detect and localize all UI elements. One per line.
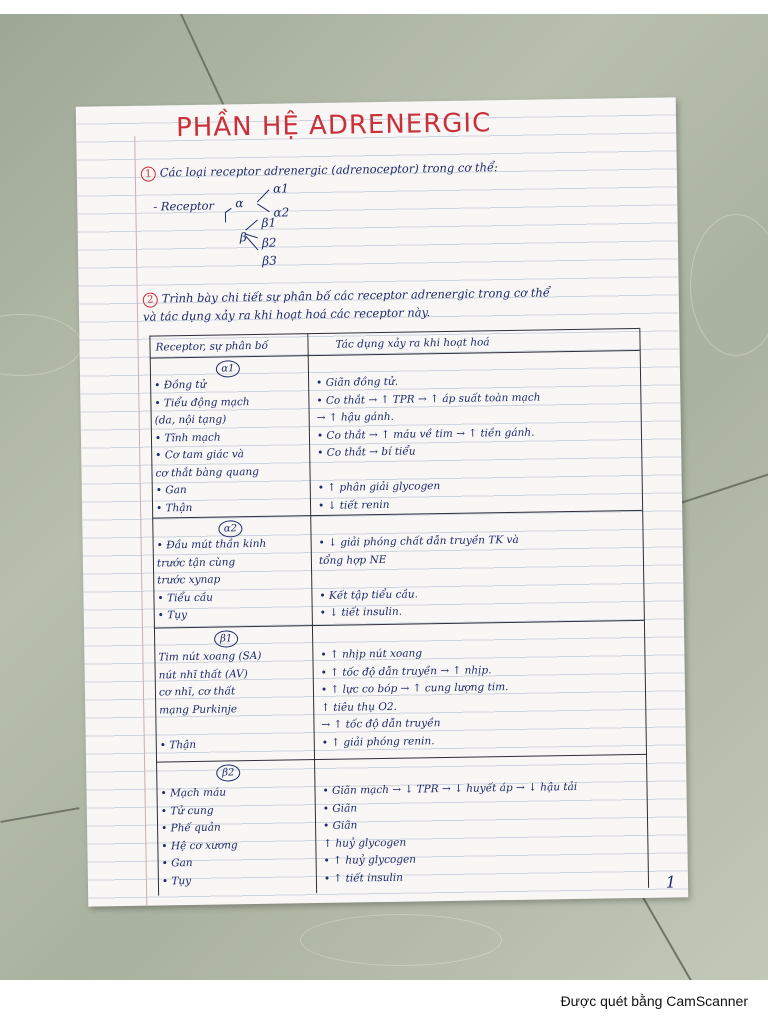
table-cell: • Co thắt → ↑ TPR → ↑ áp suất toàn mạch — [316, 390, 541, 407]
table-row-divider — [156, 754, 646, 763]
table-cell: • ↓ tiết renin — [317, 498, 390, 512]
camscanner-watermark: Được quét bằng CamScanner — [560, 993, 748, 1009]
table-cell: ↑ tiêu thụ O2. — [321, 700, 398, 714]
table-header-right: Tác dụng xảy ra khi hoạt hoá — [335, 336, 490, 351]
page-number: 1 — [665, 872, 677, 892]
marble-vein — [690, 214, 768, 356]
table-cell: • Giãn — [322, 819, 358, 832]
marble-vein — [300, 914, 502, 966]
table-cell: • Gan — [161, 857, 193, 870]
table-cell: • Thận — [155, 501, 193, 515]
table-cell: • ↑ lực co bóp → ↑ cung lượng tim. — [320, 681, 509, 696]
table-cell: ↑ huỷ glycogen — [323, 836, 407, 850]
table-cell: • Tiểu động mạch — [154, 395, 250, 410]
table-cell: • ↑ huỷ glycogen — [323, 853, 417, 867]
section1-number: 1 — [141, 167, 156, 182]
section1-heading — [141, 160, 498, 182]
floor-tile-seam — [180, 14, 228, 114]
table-cell: nút nhĩ thất (AV) — [158, 667, 248, 682]
table-cell: → ↑ hậu gánh. — [316, 410, 395, 425]
table-cell: • Thận — [159, 738, 197, 752]
table-cell: • Gan — [155, 484, 187, 497]
page-title: PHẦN HỆ ADRENERGIC — [175, 108, 492, 144]
alpha2-effects — [319, 532, 520, 623]
section2-heading-text: Trình bày chi tiết sự phân bố các receptor adrenergic trong cơ thể — [161, 285, 551, 306]
table-cell: • Tụy — [161, 874, 192, 888]
table-cell: • ↑ nhịp nút xoang — [320, 647, 423, 661]
table-cell: • ↑ tiết insulin — [323, 871, 404, 885]
table-header-left: Receptor, sự phân bố — [155, 339, 269, 354]
table-cell-spacer — [159, 718, 262, 737]
floor-tile-seam — [678, 473, 768, 504]
alpha-symbol: α — [235, 196, 244, 211]
table-column-divider — [307, 333, 317, 893]
beta2-distribution — [160, 784, 238, 890]
table-cell: • Giãn đồng tử. — [316, 375, 399, 390]
table-cell: → ↑ tốc độ dẫn truyền — [321, 717, 441, 731]
table-cell: cơ nhĩ, cơ thất — [158, 685, 236, 699]
table-cell: • Phế quản — [161, 821, 221, 835]
floor-tile-seam — [640, 894, 692, 981]
group-tag-alpha1: α1 — [216, 360, 240, 377]
table-cell: Tim nút xoang (SA) — [158, 649, 262, 664]
beta2-label: β2 — [261, 235, 277, 250]
margin-line — [134, 136, 147, 906]
beta1-effects — [320, 644, 509, 752]
table-cell: • Co thắt → ↑ máu về tim → ↑ tiền gánh. — [316, 426, 535, 442]
table-cell: • Đồng tử — [154, 378, 207, 392]
notebook-page — [76, 97, 688, 906]
section2-number: 2 — [143, 292, 158, 307]
beta3-label: β3 — [262, 253, 277, 268]
group-tag-alpha2: α2 — [218, 520, 242, 537]
beta-symbol: β — [239, 230, 247, 245]
beta1-distribution — [158, 648, 263, 755]
alpha2-label: α2 — [273, 205, 290, 220]
table-cell: • Cơ tam giác và — [155, 448, 245, 462]
table-cell: (da, nội tạng) — [154, 413, 227, 427]
alpha1-distribution — [154, 376, 260, 518]
section1-heading-text: Các loại receptor adrenergic (adrenoceptor) trong cơ thể: — [159, 160, 498, 180]
table-cell: • Kết tập tiểu cầu. — [319, 587, 419, 602]
table-border-right — [639, 328, 649, 888]
floor-tile-seam — [0, 807, 79, 823]
table-cell: • ↑ tốc độ dẫn truyền → ↑ nhịp. — [320, 663, 492, 679]
scan-photo — [0, 14, 768, 980]
table-cell: trước tận cùng — [156, 555, 236, 570]
table-cell: tổng hợp NE — [318, 553, 387, 567]
table-cell: • Đầu mút thần kinh — [156, 537, 267, 552]
table-cell: mạng Purkinje — [159, 702, 238, 717]
table-cell: • ↓ tiết insulin. — [319, 605, 403, 619]
table-cell: • ↓ giải phóng chất dẫn truyền TK và — [318, 533, 519, 549]
alpha1-effects — [316, 372, 542, 516]
table-cell: • Giãn mạch → ↓ TPR → ↓ huyết áp → ↓ hậu tải — [322, 780, 578, 797]
section2-heading-line1 — [143, 285, 550, 307]
table-cell: • ↑ phân giải glycogen — [317, 480, 441, 495]
group-tag-beta2: β2 — [216, 764, 240, 781]
table-cell: • ↑ giải phóng renin. — [321, 734, 435, 749]
table-cell: • Tụy — [157, 609, 188, 622]
alpha1-label: α1 — [272, 181, 289, 196]
section2-heading-line2: và tác dụng xảy ra khi hoạt hoá các receptor này. — [142, 305, 431, 324]
marble-vein — [0, 314, 82, 376]
table-cell: • Tử cung — [160, 804, 214, 818]
group-tag-beta1: β1 — [214, 630, 238, 647]
table-cell: • Hệ cơ xương — [161, 838, 238, 853]
beta2-effects — [322, 779, 578, 888]
table-cell: • Giãn — [322, 801, 358, 815]
table-cell: trước xynap — [157, 573, 221, 587]
alpha2-distribution — [157, 536, 268, 625]
table-cell: • Tĩnh mạch — [154, 431, 221, 445]
table-cell: • Mạch máu — [160, 786, 227, 800]
table-cell: • Tiểu cầu — [157, 591, 214, 605]
table-cell: cơ thắt bàng quang — [155, 465, 259, 480]
receptor-label: - Receptor — [153, 198, 215, 214]
table-cell: • Co thắt → bí tiểu — [317, 445, 416, 460]
beta1-label: β1 — [261, 215, 277, 230]
